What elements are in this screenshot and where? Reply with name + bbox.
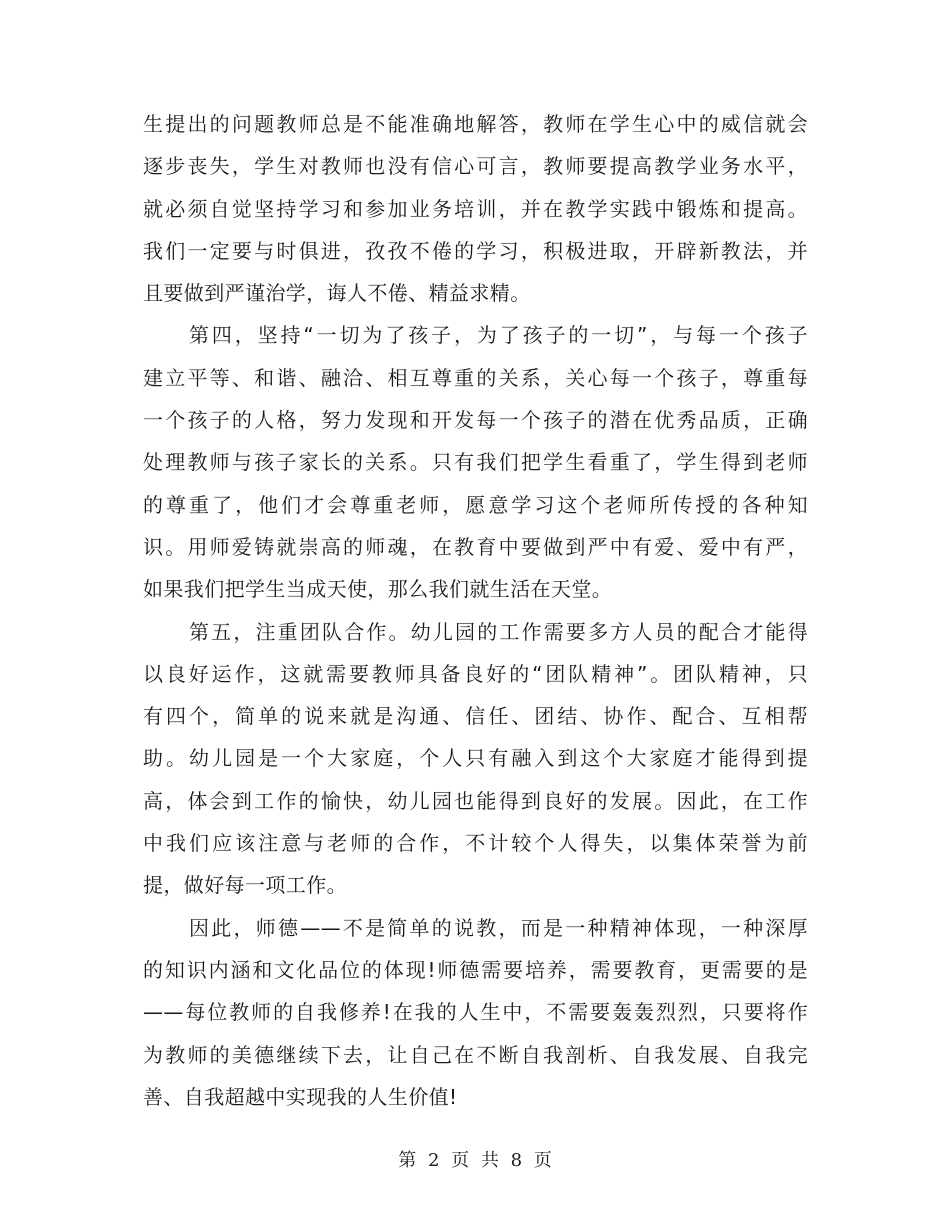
body-text <box>143 103 808 1118</box>
text-line: 提，做好每一项工作。 <box>143 873 347 898</box>
text-line: 有四个，简单的说来就是沟通、信任、团结、协作、配合、互相帮 <box>143 704 808 729</box>
text-line: 的知识内涵和文化品位的体现!师德需要培养，需要教育，更需要的是 <box>143 957 808 982</box>
text-line: 且要做到严谨治学，诲人不倦、精益求精。 <box>143 281 531 306</box>
text-line: 建立平等、和谐、融洽、相互尊重的关系，关心每一个孩子，尊重每 <box>143 365 808 390</box>
text-line: ——每位教师的自我修养!在我的人生中，不需要轰轰烈烈，只要将作 <box>143 1000 808 1025</box>
text-line: 高，体会到工作的愉快，幼儿园也能得到良好的发展。因此，在工作 <box>143 788 808 813</box>
text-line: 中我们应该注意与老师的合作，不计较个人得失，以集体荣誉为前 <box>143 831 808 856</box>
text-line: 善、自我超越中实现我的人生价值! <box>143 1084 458 1109</box>
paragraph-start-line: 第五，注重团队合作。幼儿园的工作需要多方人员的配合才能得 <box>189 619 808 644</box>
paragraph-start-line: 第四，坚持“一切为了孩子，为了孩子的一切”，与每一个孩子 <box>189 323 808 348</box>
paragraph-start-line: 因此，师德——不是简单的说教，而是一种精神体现，一种深厚 <box>189 915 808 940</box>
text-line: 处理教师与孩子家长的关系。只有我们把学生看重了，学生得到老师 <box>143 450 808 475</box>
text-line: 如果我们把学生当成天使，那么我们就生活在天堂。 <box>143 577 613 602</box>
text-line: 一个孩子的人格，努力发现和开发每一个孩子的潜在优秀品质，正确 <box>143 408 808 433</box>
text-line: 为教师的美德继续下去，让自己在不断自我剖析、自我发展、自我完 <box>143 1042 808 1067</box>
text-line: 的尊重了，他们才会尊重老师，愿意学习这个老师所传授的各种知 <box>143 492 808 517</box>
text-line: 我们一定要与时俱进，孜孜不倦的学习，积极进取，开辟新教法，并 <box>143 238 808 263</box>
text-line: 生提出的问题教师总是不能准确地解答，教师在学生心中的威信就会 <box>143 112 808 136</box>
text-line: 逐步丧失，学生对教师也没有信心可言，教师要提高教学业务水平， <box>143 154 808 179</box>
text-line: 以良好运作，这就需要教师具备良好的“团队精神”。团队精神，只 <box>143 661 808 686</box>
text-line: 识。用师爱铸就崇高的师魂，在教育中要做到严中有爱、爱中有严， <box>143 534 808 559</box>
text-line: 就必须自觉坚持学习和参加业务培训，并在教学实践中锻炼和提高。 <box>143 196 808 221</box>
text-line: 助。幼儿园是一个大家庭，个人只有融入到这个大家庭才能得到提 <box>143 746 808 771</box>
page-number-footer: 第 2 页 共 8 页 <box>398 1150 552 1171</box>
